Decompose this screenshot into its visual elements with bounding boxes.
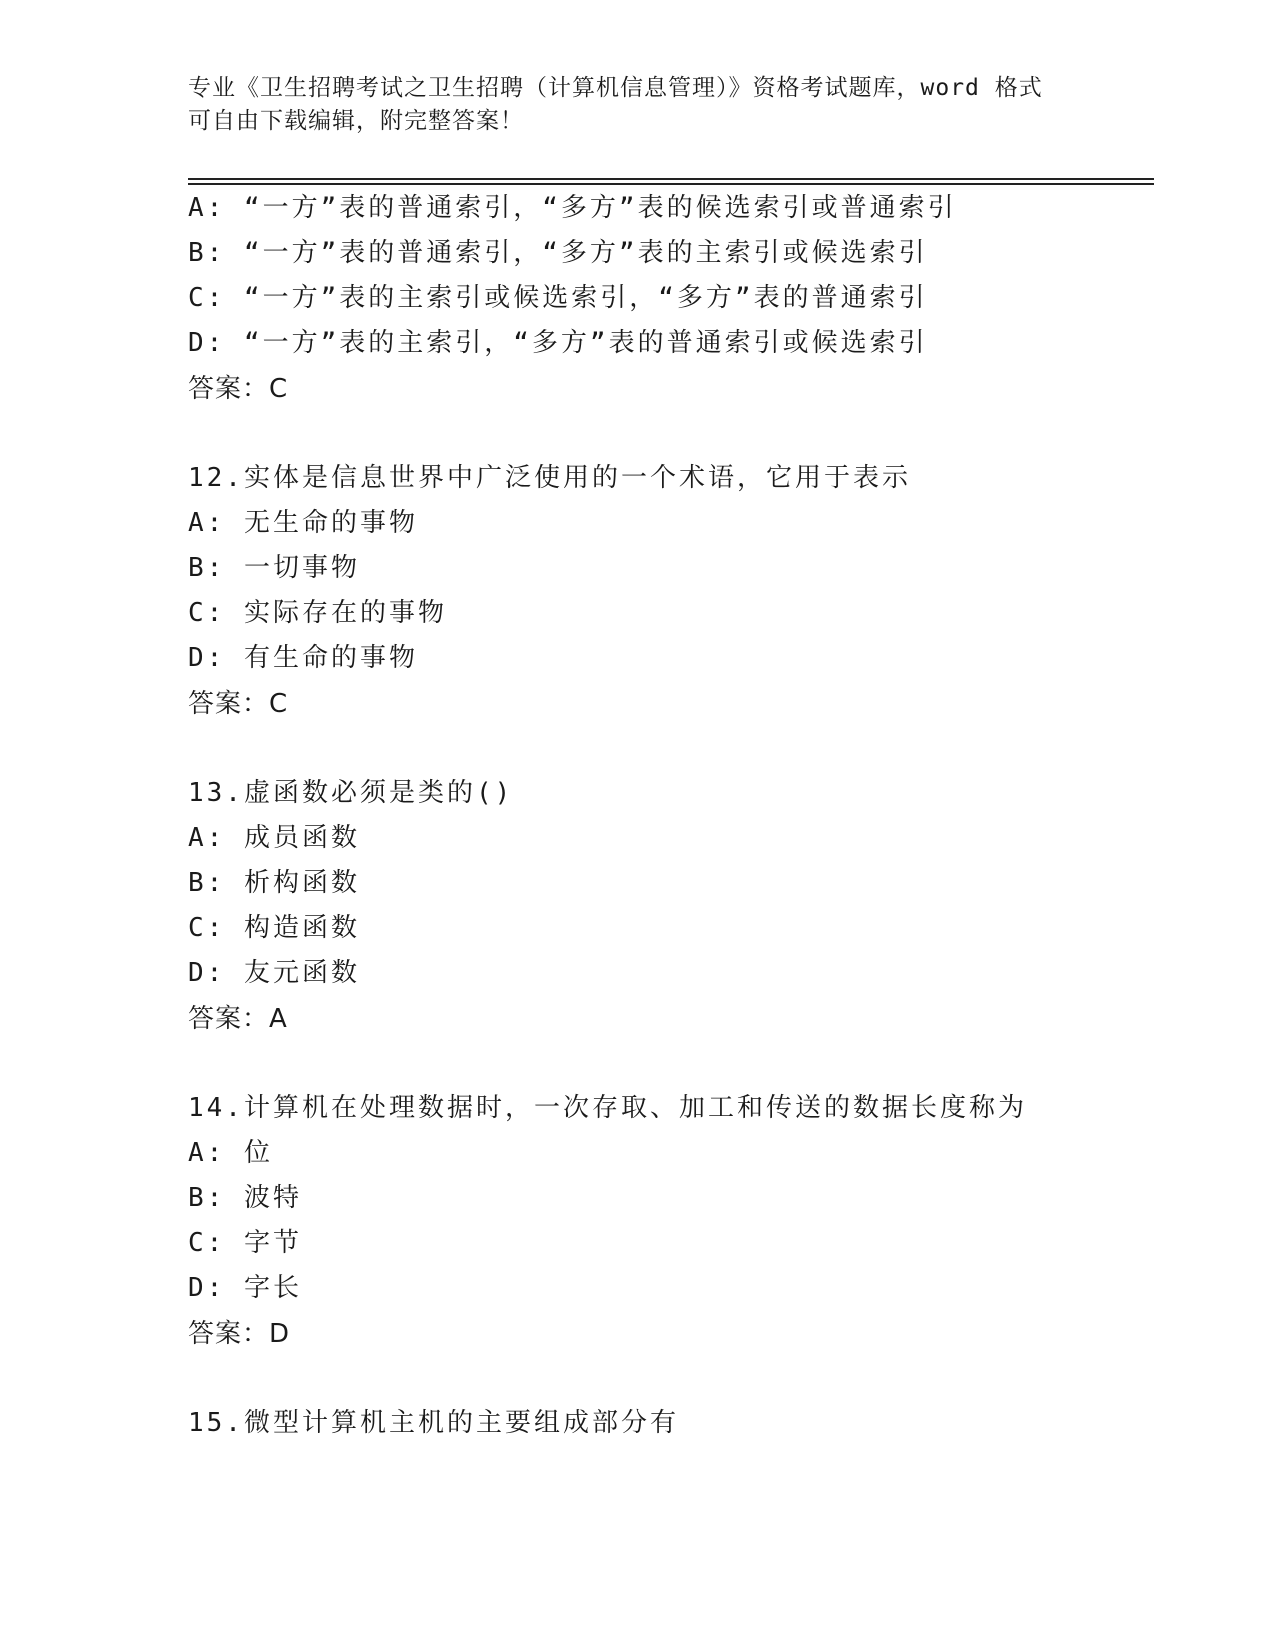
question-12-stem: 12.实体是信息世界中广泛使用的一个术语，它用于表示 — [188, 463, 911, 493]
header-rule-top — [188, 178, 1154, 180]
question-14-option-d: D: 字长 — [188, 1273, 302, 1303]
question-12-option-c: C: 实际存在的事物 — [188, 598, 447, 628]
question-13-option-b: B: 析构函数 — [188, 868, 360, 898]
question-14-option-a: A: 位 — [188, 1138, 273, 1168]
question-12-answer: 答案：C — [188, 689, 289, 719]
question-13-stem: 13.虚函数必须是类的() — [188, 778, 514, 808]
question-13-option-c: C: 构造函数 — [188, 913, 360, 943]
question-12-option-b: B: 一切事物 — [188, 553, 360, 583]
question-13-option-a: A: 成员函数 — [188, 823, 360, 853]
question-13-answer: 答案：A — [188, 1004, 288, 1034]
question-14-option-b: B: 波特 — [188, 1183, 302, 1213]
question-15-stem: 15.微型计算机主机的主要组成部分有 — [188, 1408, 679, 1438]
prev-option-a: A: “一方”表的普通索引，“多方”表的候选索引或普通索引 — [188, 193, 957, 223]
question-14-stem: 14.计算机在处理数据时，一次存取、加工和传送的数据长度称为 — [188, 1093, 1027, 1123]
question-12-option-d: D: 有生命的事物 — [188, 643, 418, 673]
header-line-1: 专业《卫生招聘考试之卫生招聘（计算机信息管理）》资格考试题库，word 格式 — [188, 75, 1043, 101]
header-rule-bottom — [188, 183, 1154, 185]
prev-option-d: D: “一方”表的主索引，“多方”表的普通索引或候选索引 — [188, 328, 928, 358]
question-14-option-c: C: 字节 — [188, 1228, 302, 1258]
document-header — [188, 72, 1088, 138]
prev-option-c: C: “一方”表的主索引或候选索引，“多方”表的普通索引 — [188, 283, 928, 313]
prev-option-b: B: “一方”表的普通索引，“多方”表的主索引或候选索引 — [188, 238, 928, 268]
prev-answer: 答案：C — [188, 374, 289, 404]
question-13-option-d: D: 友元函数 — [188, 958, 360, 988]
header-line-2: 可自由下载编辑，附完整答案！ — [188, 108, 524, 134]
question-14-answer: 答案：D — [188, 1319, 291, 1349]
question-12-option-a: A: 无生命的事物 — [188, 508, 418, 538]
